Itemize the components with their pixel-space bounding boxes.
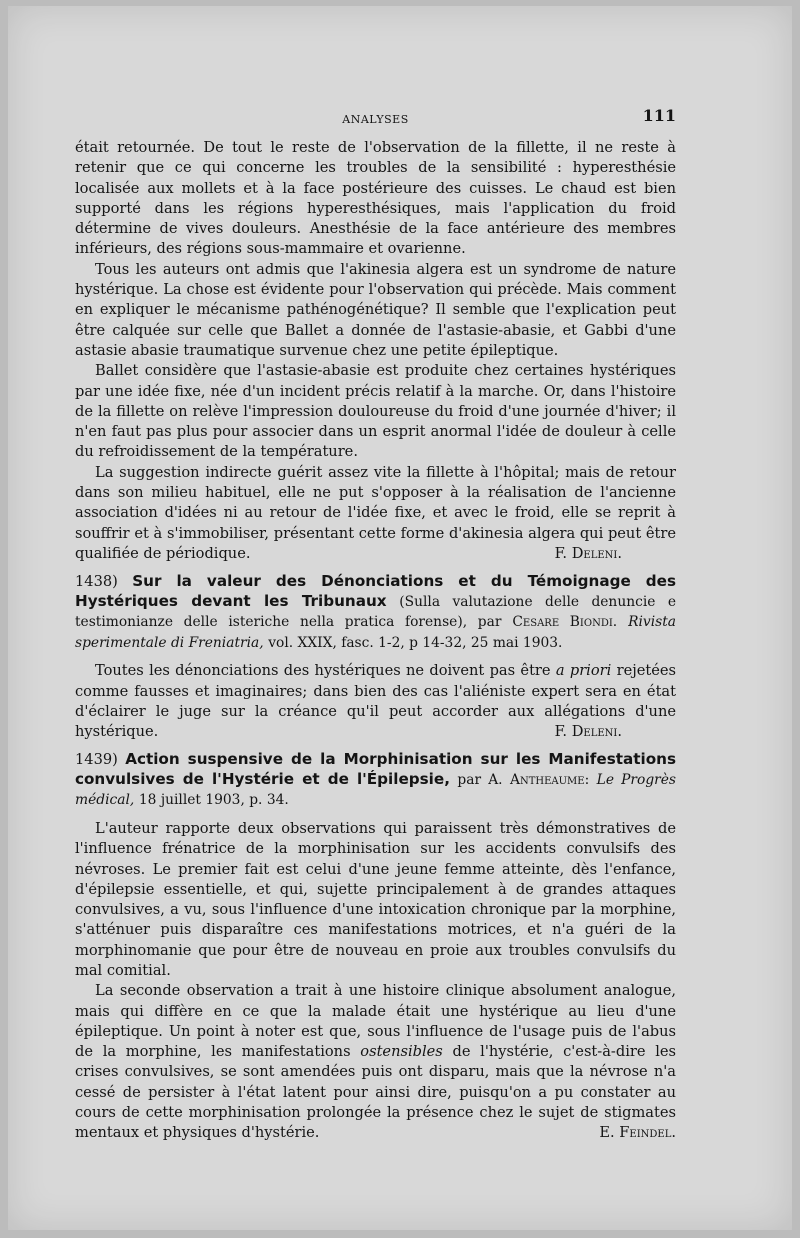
entry-author: Antheaume: [509, 771, 590, 788]
paragraph-with-signature [75, 661, 676, 742]
paragraph: Ballet considère que l'astasie-abasie est produite chez certaines hystériques par une idée fixe, née d'un incident précis relatif à la marche. Or, dans l'histoire de la fillette on relève l'impression douloureuse du froid d'une journée d'hiver; il n'en faut pas plus pour associer dans un esprit anormal l'idée de douleur à celle du refroidissement de la température. [75, 362, 676, 461]
paragraph-text: La seconde observation a trait à une histoire clinique absolument analogue, mais qui diffère en ce que la malade était une hystérique au lieu d'une épileptique. Un point à noter est que, sous l'influence de l'usage puis de l'abus de la morphine, les manifestations [75, 982, 676, 1061]
page-number: 111 [642, 106, 676, 125]
entry-number: 1439) [75, 751, 118, 769]
paragraph: L'auteur rapporte deux observations qui paraissent très démonstratives de l'influence frénatrice de la morphinisation sur les accidents convulsifs des névroses. Le premier fait est celui d'une jeune femme atteinte, dès l'enfance, d'épilepsie essentielle, et qui, sujette principalement à de grandes attaques convulsives, a vu, sous l'influence d'une intoxication chronique par la morphine, s'atténuer puis disparaître ces manifestations motrices, et n'a guéri de la morphinomanie que pour être de nouveau en proie aux troubles convulsifs du mal comitial. [75, 819, 676, 979]
running-head [75, 104, 676, 128]
entry-1438-heading [75, 572, 676, 653]
signature: F. Deleni. [554, 723, 622, 741]
entry-details: vol. XXIX, fasc. 1-2, p 14-32, 25 mai 1903. [268, 634, 563, 651]
entry-journal: Rivista sperimentale di Freniatria, [75, 614, 676, 651]
signature: E. Feindel. [599, 1124, 676, 1142]
signature: F. Deleni. [554, 544, 622, 562]
italic-phrase: ostensibles [360, 1043, 443, 1061]
running-title: ANALYSES [342, 113, 409, 126]
entry-1439-heading [75, 750, 676, 811]
paragraph-with-signature [75, 463, 676, 564]
italic-phrase: a priori [555, 662, 612, 680]
paragraph-with-signature [75, 981, 676, 1143]
entry-number: 1438) [75, 573, 118, 591]
page-sheet [8, 6, 792, 1230]
entry-journal: Le Progrès médical, [75, 771, 677, 809]
paragraph-text: La suggestion indirecte guérit assez vite la fillette à l'hôpital; mais de retour dans son milieu habituel, elle ne put s'opposer à la réalisation de l'ancienne association d'idées ni au retour de l'idée fixe, et avec le froid, elle se reprit à souffrir et à s'immobiliser, présentant cette forme d'akinesia algera qui peut être qualifiée de périodique. [75, 463, 676, 562]
paragraph: Tous les auteurs ont admis que l'akinesia algera est un syndrome de nature hystérique. La chose est évidente pour l'observation qui précède. Mais comment en expliquer le mécanisme pathénogénétique? Il semble que l'explication peut être calquée sur celle que Ballet a donnée de l'astasie-abasie, et Gabbi d'une astasie abasie traumatique survenue chez une petite épileptique. [75, 260, 676, 359]
entry-title: Sur la valeur des Dénonciations et du Témoignage des Hystériques devant les Tribunaux [75, 572, 677, 610]
paragraph-text: Toutes les dénonciations des hystériques ne doivent pas être [95, 662, 551, 680]
entry-author: Cesare Biondi. [512, 614, 618, 631]
page-content [75, 104, 676, 1144]
entry-subtitle: (Sulla valutazione delle denuncie e testimonianze delle isteriche nella pratica forense), par [75, 593, 676, 631]
paragraph-continued: était retournée. De tout le reste de l'observation de la fillette, il ne reste à retenir que ce qui concerne les troubles de la sensibilité : hyperesthésie localisée aux mollets et à la face postérieure des cuisses. Le chaud est bien supporté dans les régions hyperesthésiques, mais l'application du froid détermine de vives douleurs. Anesthésie de la face antérieure des membres inférieurs, des régions sous-mammaire et ovarienne. [75, 139, 676, 258]
paragraph-text: rejetées comme fausses et imaginaires; dans bien des cas l'aliéniste expert sera en état d'éclairer le juge sur la créance qu'il peut accorder aux allégations d'une hystérique. [75, 662, 676, 741]
entry-title: Action suspensive de la Morphinisation sur les Manifestations convulsives de l'Hystérie et de l'Épilepsie, [75, 750, 677, 788]
entry-by: par A. [457, 771, 503, 788]
paragraph-text: de l'hystérie, c'est-à-dire les crises convulsives, se sont amendées puis ont disparu, mais que la névrose n'a cessé de persister à l'état latent pour ainsi dire, puisqu'on a pu constater au cours de cette morphinisation prolongée la présence chez le sujet de stigmates mentaux et physiques d'hystérie. [75, 1043, 676, 1142]
entry-details: 18 juillet 1903, p. 34. [138, 792, 289, 809]
